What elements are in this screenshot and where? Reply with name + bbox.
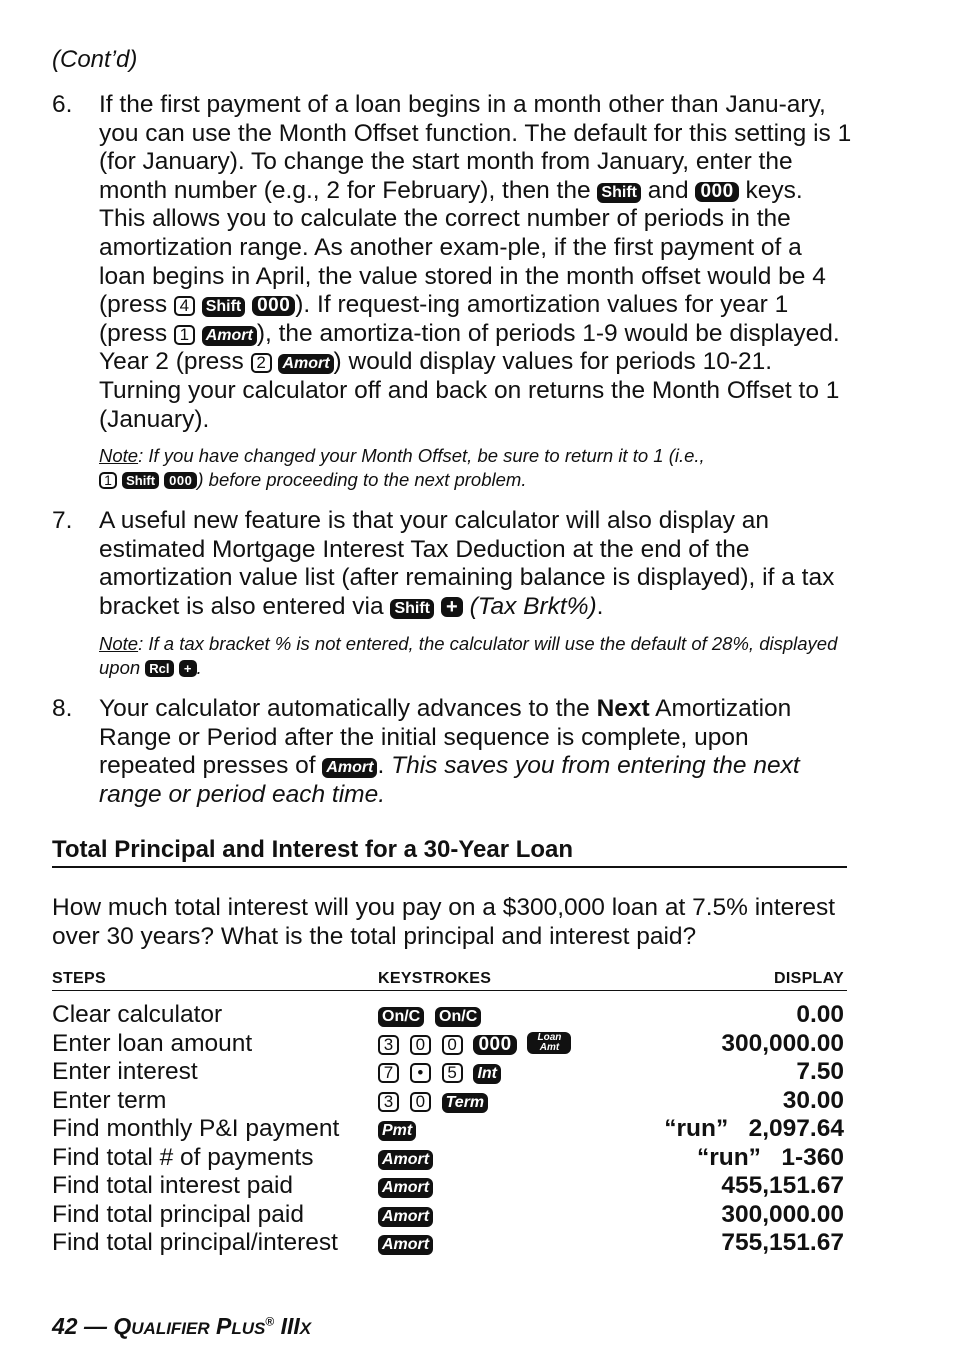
keystrokes-cell	[378, 1058, 505, 1087]
key-2-icon: 2	[251, 353, 272, 373]
table-row	[52, 1001, 844, 1030]
triple-zero-key-icon: 000	[473, 1035, 516, 1055]
list-item-8	[52, 695, 852, 809]
step-cell: Find total principal paid	[52, 1200, 304, 1228]
product-name-part: Q	[113, 1313, 132, 1339]
example-question: How much total interest will you pay on a $300,000 loan at 7.5% interest over 30 years? What is the total principal and interest paid?	[52, 894, 836, 950]
item-text: If the first payment of a loan begins in a month other than Janu-ary, you can use the Month Offset function. The default for this setting is 1 (for January). To change the start month from January, enter the month number (e.g., 2 for February), then the	[99, 91, 852, 204]
item-body	[99, 695, 852, 809]
keystrokes-cell	[378, 1172, 437, 1201]
item-text: A useful new feature is that your calculator will also display an estimated Mortgage Interest Tax Deduction at the end of the amortization value list (after remaining balance is displayed), if a tax bracket is also entered via	[99, 507, 835, 620]
key-1-icon: 1	[174, 325, 195, 345]
on-clear-key-icon: On/C	[378, 1007, 424, 1027]
triple-zero-key-icon: 000	[695, 182, 738, 202]
decimal-point-key-icon: •	[410, 1063, 431, 1083]
product-name-part: LUS	[231, 1319, 266, 1338]
table-header-divider	[52, 990, 847, 991]
product-name-part: X	[299, 1319, 312, 1338]
keystrokes-cell	[378, 1115, 420, 1144]
display-cell: 300,000.00	[721, 1029, 844, 1057]
note-text: : If a tax bracket % is not entered, the calculator will use the default of 28%, displayed upon	[99, 633, 838, 678]
item-text-bold: Next	[596, 695, 650, 722]
keystrokes-cell	[378, 1144, 437, 1173]
step-cell: Clear calculator	[52, 1001, 223, 1028]
plus-key-icon: +	[441, 597, 463, 617]
section-divider	[52, 866, 847, 868]
item-number: 7.	[52, 507, 73, 534]
note-text: .	[196, 657, 202, 678]
item-number: 6.	[52, 91, 73, 118]
shift-key-icon: Shift	[390, 599, 434, 619]
payment-key-icon: Pmt	[378, 1121, 416, 1141]
list-item-7	[52, 507, 852, 621]
display-cell: 7.50	[796, 1058, 844, 1085]
step-cell: Enter loan amount	[52, 1029, 253, 1057]
note-text: ) before proceeding to the next problem.	[197, 469, 527, 490]
table-row	[52, 1030, 844, 1059]
item-text: .	[596, 592, 604, 620]
triple-zero-key-icon: 000	[252, 296, 295, 316]
on-clear-key-icon: On/C	[435, 1007, 481, 1027]
display-cell: 455,151.67	[721, 1172, 844, 1199]
item-text: ). If request-ing amortization values for year 1 (press	[99, 291, 789, 347]
item-text: Your calculator automatically advances to the	[99, 695, 597, 722]
amort-key-icon: Amort	[378, 1150, 433, 1170]
item-text: keys. This allows you to calculate the correct number of periods in the amortization range. As another exam-ple, if the first payment of a loan begins in April, the value stored in the month offset would be 4 (press	[99, 176, 826, 319]
item-text: ) would display values for periods 10-21. Turning your calculator off and back on returns the Month Offset to 1 (January).	[99, 348, 840, 433]
keystrokes-cell	[378, 1001, 485, 1030]
key-7-icon: 7	[378, 1063, 399, 1083]
section-title: Total Principal and Interest for a 30-Year Loan	[52, 836, 574, 863]
step-cell: Find total interest paid	[52, 1172, 294, 1199]
list-item-6	[52, 91, 852, 434]
key-5-icon: 5	[442, 1063, 463, 1083]
page-number: 42 —	[52, 1313, 114, 1339]
amort-key-icon: Amort	[278, 354, 333, 374]
keystrokes-cell	[378, 1087, 492, 1116]
term-key-icon: Term	[442, 1093, 489, 1113]
table-row	[52, 1144, 844, 1173]
continued-label: (Cont’d)	[52, 46, 138, 73]
loan-amount-key-icon	[527, 1032, 571, 1054]
note-label: Note	[99, 445, 139, 466]
table-row	[52, 1201, 844, 1230]
table-row	[52, 1058, 844, 1087]
key-0-icon: 0	[410, 1035, 431, 1055]
display-cell: “run” 2,097.64	[664, 1115, 844, 1142]
key-4-icon: 4	[174, 296, 195, 316]
registered-mark: ®	[265, 1314, 275, 1329]
product-name-part: UALIFIER	[131, 1319, 210, 1338]
note-label: Note	[99, 633, 139, 654]
keystrokes-cell	[378, 1229, 437, 1258]
page-footer	[52, 1313, 311, 1340]
key-0-icon: 0	[410, 1092, 431, 1112]
item-text-italic: This saves you from entering the next range or period each time.	[99, 752, 800, 808]
key-0-icon: 0	[442, 1035, 463, 1055]
keystrokes-header: KEYSTROKES	[378, 970, 492, 987]
amort-key-icon: Amort	[322, 758, 377, 778]
amort-key-icon: Amort	[202, 326, 257, 346]
table-row	[52, 1115, 844, 1144]
loan-key-line1: Loan	[537, 1031, 562, 1043]
table-row	[52, 1172, 844, 1201]
step-cell: Enter term	[52, 1086, 167, 1114]
display-cell: “run” 1-360	[696, 1143, 844, 1171]
product-name-part: III	[274, 1313, 300, 1339]
step-cell: Find total # of payments	[52, 1143, 314, 1171]
interest-key-icon: Int	[473, 1064, 501, 1084]
shift-key-icon: Shift	[202, 297, 246, 317]
step-cell: Enter interest	[52, 1058, 198, 1085]
shift-key-icon: Shift	[597, 183, 641, 203]
amort-key-icon: Amort	[378, 1178, 433, 1198]
note-tax-bracket	[99, 632, 854, 680]
item-text: and	[647, 176, 689, 204]
table-row	[52, 1087, 844, 1116]
step-cell: Find total principal/interest	[52, 1229, 338, 1256]
plus-key-icon: +	[179, 660, 197, 677]
note-month-offset	[99, 444, 854, 492]
item-text: .	[377, 752, 392, 780]
steps-table	[52, 1001, 844, 1258]
display-cell: 0.00	[796, 1001, 844, 1028]
amort-key-icon: Amort	[378, 1235, 433, 1255]
item-text: ), the amortiza-tion of periods 1-9 would be displayed. Year 2 (press	[99, 319, 840, 376]
shift-key-icon: Shift	[122, 472, 159, 489]
loan-key-line2: Amt	[539, 1041, 560, 1053]
product-name-part: P	[209, 1313, 232, 1339]
display-cell: 30.00	[782, 1086, 844, 1114]
display-cell: 300,000.00	[721, 1200, 844, 1228]
keystrokes-cell	[378, 1201, 437, 1230]
table-row	[52, 1229, 844, 1258]
display-header: DISPLAY	[774, 970, 844, 987]
note-text: : If you have changed your Month Offset, be sure to return it to 1 (i.e.,	[138, 445, 705, 466]
key-1-icon: 1	[99, 472, 117, 489]
item-body	[99, 507, 852, 621]
step-cell: Find monthly P&I payment	[52, 1115, 340, 1142]
key-3-icon: 3	[378, 1092, 399, 1112]
steps-header: STEPS	[52, 970, 106, 987]
item-body	[99, 91, 852, 434]
amort-key-icon: Amort	[378, 1207, 433, 1227]
keystrokes-cell	[378, 1030, 571, 1059]
item-text: Amortization Range or Period after the initial sequence is complete, upon repeated presses of	[99, 695, 792, 780]
rcl-key-icon: Rcl	[145, 660, 173, 677]
item-text: (Tax Brkt%)	[469, 592, 597, 620]
triple-zero-key-icon: 000	[164, 472, 197, 489]
item-number: 8.	[52, 695, 73, 722]
display-cell: 755,151.67	[721, 1229, 844, 1256]
key-3-icon: 3	[378, 1035, 399, 1055]
